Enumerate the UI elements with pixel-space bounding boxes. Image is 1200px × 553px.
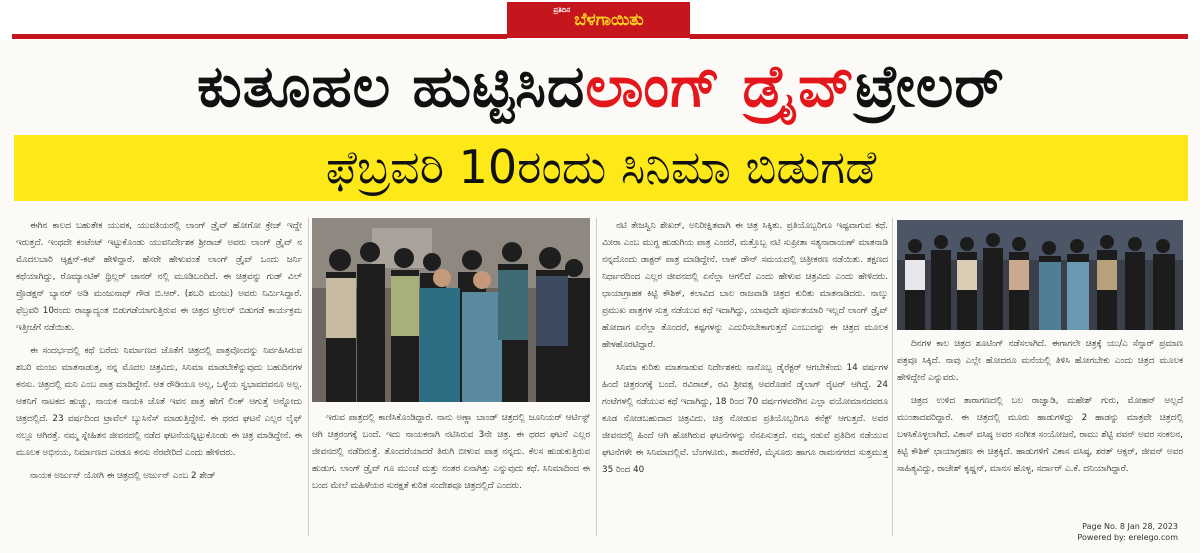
paragraph: ನಾಯಕ ಅರ್ಜುನ್ ಯೋಗಿ ಈ ಚಿತ್ರದಲ್ಲಿ ಅರ್ಜುನ್ ಎಂಬ 2 ಶೇಡ್ <box>30 471 216 481</box>
logo-small-text: ಪ್ರತಿದಿನ <box>553 6 571 14</box>
cast-photo-right[interactable] <box>897 220 1183 330</box>
article-column-4 <box>897 336 1183 532</box>
paragraph: ದಿನಗಳ ಕಾಲ ಚಿತ್ರದ ಶೂಟಿಂಗ್ ನಡೆಸಲಾಗಿದೆ. ಈಗಾಗಲೇ ಚಿತ್ರಕ್ಕೆ ಯು/ಎ ಸೆನ್ಸಾರ್ ಪ್ರಮಾಣ ಪತ್ರವೂ ಸಿಕ್ಕಿದೆ. ನಾವು ಎಲ್ಲೇ ಹೋದರೂ ಮನೆಯಲ್ಲಿ ತಿಳಿಸಿ ಹೋಗಬೇಕು ಎಂದು ಚಿತ್ರದ ಮೂಲಕ ಹೇಳಿದ್ದೇನೆ ಎನ್ನುವರು. <box>897 339 1183 383</box>
headline-part3: ಟ್ರೇಲರ್ <box>855 51 1005 120</box>
paragraph: ಚಿತ್ರದ ಉಳಿದ ತಾರಾಗಣದಲ್ಲಿ ಬಲ ರಾಜ್ವಾಡಿ, ಮಹೇಶ್ ಗುರು, ಮೋಹನ್ ಅಲ್ಲದೆ ಮುಂತಾದವರಿದ್ದಾರೆ. ಈ ಚಿತ್ರದಲ್ಲಿ ಮೂರು ಹಾಡುಗಳಿದ್ದು 2 ಹಾಡನ್ನು ಮಾತ್ರವೇ ಚಿತ್ರದಲ್ಲಿ ಬಳಸಿಕೊಳ್ಳಲಾಗಿದೆ. ವಿಕಾಸ್ ವಸಿಷ್ಠ ಅವರ ಸಂಗೀತ ಸಂಯೋಜನೆ, ರಾಮು ಶೆಟ್ಟಿ ಪವನ್ ಅವರ ಸಂಕಲನ, ಕಿಟ್ಟಿ ಕೌಶಿಕ್ ಛಾಯಾಗ್ರಹಣ ಈ ಚಿತ್ರಕ್ಕಿದೆ. ಹಾಡುಗಳಿಗೆ ವಿಕಾಸ ವಸಿಷ್ಠ, ಶರತ್ ಆಕ್ಸರ್, ಜೀವನ್ ಅವರ ಸಾಹಿತ್ಯವಿದ್ದು, ರಾಜೇಶ್ ಕೃಷ್ಣನ್, ಮಾನಸ ಹೊಳ್ಳ, ಸರ್ದಾರ್ ಎ.ಕೆ. ದನಿಯಾಗಿದ್ದಾರೆ. <box>897 396 1183 474</box>
paragraph: ನಟಿ ತೇಜಸ್ವಿನಿ ಶೇಖರ್, ಅನಿರೀಕ್ಷಿತವಾಗಿ ಈ ಚಿತ್ರ ಸಿಕ್ಕಿತು. ಪ್ರತಿಯೊಬ್ಬರಿಗೂ ಇಷ್ಟವಾಗುವ ಕಥೆ. ಮೀರಾ ಎಂಬ ಮುಗ್ಧ ಹುಡುಗಿಯ ಪಾತ್ರ ಎಂದರೆ, ಮತ್ತೊಬ್ಬ ನಟಿ ಸುಪ್ರೀತಾ ಸತ್ಯನಾರಾಯಣ್ ಮಾತನಾಡಿ ನನ್ನದೊಂದು ಡಾಕ್ಟರ್ ಪಾತ್ರ ಮಾಡಿದ್ದೇನೆ. ಲಾಕ್ ಡೌನ್ ಸಮಯದಲ್ಲಿ ಚಿತ್ರೀಕರಣ ನಡೆಯಿತು. ತಕ್ಷಣದ ನಿರ್ಧಾರದಿಂದ ಎಲ್ಲರ ಜೀವನದಲ್ಲಿ ಏನೆಲ್ಲಾ ಆಗಲಿದೆ ಎಂದು ಹೇಳುವ ಚಿತ್ರವಿದು ಎಂದು ಹೇಳಿದರು. ಛಾಯಾಗ್ರಾಹಕ ಕಿಟ್ಟಿ ಕೌಶಿಕ್, ಕಲಾವಿದ ಬಾಲ ರಾಜವಾಡಿ ಚಿತ್ರದ ಕುರಿತು ಮಾತನಾಡಿದರು. ನಾಲ್ಕು ಪ್ರಮುಖ ಪಾತ್ರಗಳ ಸುತ್ತ ನಡೆಯುವ ಕಥೆ ಇದಾಗಿದ್ದು, ಯಾವುದೇ ಪೂರ್ವತಯಾರಿ ಇಲ್ಲದೆ ಲಾಂಗ್ ಡ್ರೈವ್ ಹೋದಾಗ ಏನೆಲ್ಲಾ ತೊಂದರೆ, ಕಷ್ಟಗಳನ್ನು ಎದುರಿಸಬೇಕಾಗುತ್ತದೆ ಎಂಬುದನ್ನು ಈ ಚಿತ್ರದ ಮೂಲಕ ಹೇಳಹೊರಟಿದ್ದಾರೆ. <box>602 221 888 350</box>
column-divider <box>308 218 309 536</box>
masthead-rule-right <box>690 34 1188 39</box>
page-footer <box>1077 521 1178 543</box>
paragraph: ಈ ಸಂದರ್ಭದಲ್ಲಿ ಕಥೆ ಬರೆದು ನಿರ್ಮಾಣದ ಜೊತೆಗೆ ಚಿತ್ರದಲ್ಲಿ ಪಾತ್ರವೊಂದನ್ನು ನಿರ್ವಹಿಸಿರುವ ಶಬರಿ ಮಂಜು ಮಾತನಾಡುತ್ತ, ನನ್ನ ಮೊದಲ ಚಿತ್ರವಿದು, ಸಿನಿಮಾ ಮಾಡಬೇಕೆನ್ನುವುದು ಬಹುದಿನಗಳ ಕನಸು. ಚಿತ್ರದಲ್ಲಿ ಮನಿ ಎಂಬ ಪಾತ್ರ ಮಾಡಿದ್ದೇನೆ. ಆತ ರೌಡಿಯೂ ಅಲ್ಲ, ಒಳ್ಳೆಯ ಸ್ವಭಾವದವನೂ ಅಲ್ಲ. ಆತನಿಗೆ ನಾಟಕದ ಹುಚ್ಚು, ನಾಯಕ ನಾಯಕಿ ಜೊತೆ ಇವನ ಪಾತ್ರ ಹೇಗೆ ಲಿಂಕ್ ಆಗುತ್ತೆ ಅನ್ನೋದು ಚಿತ್ರದಲ್ಲಿದೆ. 23 ವರ್ಷದಿಂದ ಟ್ರಾವೆಲ್ ಬ್ಯುಸಿನೆಸ್ ಮಾಡುತ್ತಿದ್ದೇನೆ. ಈ ಥರದ ಘಟನೆ ಎಲ್ಲರ ಲೈಫ್ ನಲ್ಲೂ ಆಗಿರತ್ತೆ. ನಮ್ಮ ಸ್ನೇಹಿತನ ಜೀವನದಲ್ಲಿ ನಡೆದ ಘಟನೆಯನ್ನಿಟ್ಟುಕೊಂಡು ಈ ಚಿತ್ರ ಮಾಡಿದ್ದೇನೆ. ಈ ಮೂಲಕ ಅಭಿನಯ, ನಿರ್ಮಾಣದ ಎರಡೂ ಕನಸು ನೆರವೇರಿದೆ ಎಂದು ಹೇಳಿದರು. <box>16 346 302 458</box>
headline-highlight: ಲಾಂಗ್ ಡ್ರೈವ್ <box>585 51 856 120</box>
paragraph: ಇರುವ ಪಾತ್ರದಲ್ಲಿ ಕಾಣಿಸಿಕೊಂಡಿದ್ದಾರೆ. ನಾನು ಅಣ್ಣಾ ಬಾಂಡ್ ಚಿತ್ರದಲ್ಲಿ ಜೂನಿಯರ್ ಆರ್ಟಿಸ್ಟ್ ಆಗಿ ಚಿತ್ರರಂಗಕ್ಕೆ ಬಂದೆ. ಇದು ನಾಯಕನಾಗಿ ನಟಿಸಿರುವ 3ನೇ ಚಿತ್ರ. ಈ ಥರದ ಘಟನೆ ಎಲ್ಲರ ಜೀವನದಲ್ಲಿ ನಡೆದಿರುತ್ತೆ. ತೊಂದರೆಯಾದರೆ ತಿರುಗಿ ಬೀಳುವ ಪಾತ್ರ ನನ್ನದು. ಕೆಲಸ ಹುಡುಕುತ್ತಿರುವ ಹುಡುಗ. ಲಾಂಗ್ ಡ್ರೈವ್ ಗೂ ಮುಂಚೆ ಮತ್ತು ನಂತರ ಏನಾಗಿತ್ತು ಎನ್ನುವುದು ಕಥೆ. ಸಿನಿಮಾದಿಂದ ಈ ಬಂದ ಮೇಲೆ ಮಹಿಳೆಯರ ಸುರಕ್ಷತೆ ಕುರಿತ ಸಂದೇಶವೂ ಚಿತ್ರದಲ್ಲಿದೆ ಎಂದರು. <box>312 413 590 491</box>
page-number: Page No. 8 Jan 28, 2023 <box>1082 522 1178 531</box>
headline <box>14 44 1188 128</box>
masthead-rule-left <box>12 34 507 39</box>
logo-text: ಬೆಳಗಾಯಿತು <box>574 10 644 30</box>
subheadline: ಫೆಬ್ರವರಿ 10ರಂದು ಸಿನಿಮಾ ಬಿಡುಗಡೆ <box>14 135 1188 201</box>
masthead <box>0 0 1200 40</box>
paragraph: ಸಿನಿಮಾ ಕುರಿತು ಮಾತನಾಡುವ ನಿರ್ದೇಶಕರು ನಾನೊಬ್ಬ ಡೈರೆಕ್ಟರ್ ಆಗಬೇಕೆಂದು 14 ವರ್ಷಗಳ ಹಿಂದೆ ಚಿತ್ರರಂಗಕ್ಕೆ ಬಂದೆ. ರವಿರಾಜ್, ರವಿ ಶ್ರೀವತ್ಸ ಅವರೊಡನೆ ಡೈಲಾಗ್ ರೈಟರ್ ಆಗಿದ್ದೆ. 24 ಗಂಟೆಗಳಲ್ಲಿ ನಡೆಯುವ ಕಥೆ ಇದಾಗಿದ್ದು, 18 ರಿಂದ 70 ವರ್ಷಗಳವರೆಗಿನ ಎಲ್ಲಾ ವಯೋಮಾನದವರೂ ಕೂಡ ನೋಡಬಹುದಾದ ಚಿತ್ರವಿದು. ಚಿತ್ರ ನೋಡುವ ಪ್ರತಿಯೊಬ್ಬರಿಗೂ ಕನೆಕ್ಟ್ ಆಗುತ್ತದೆ. ಅವರ ಜೀವನದಲ್ಲಿ ಹಿಂದೆ ಆಗಿ ಹೋಗಿರುವ ಘಟನೆಗಳನ್ನು ನೆನಪಿಸುತ್ತದೆ. ನಮ್ಮ ನಡುವೆ ಪ್ರತಿದಿನ ನಡೆಯುವ ಘಟನೆಗಳೇ ಈ ಸಿನಿಮಾದಲ್ಲಿವೆ. ಬೆಂಗಳೂರು, ತಾವರೆಕೆರೆ, ಮೈಸೂರು ಹಾಗೂ ರಾಮನಗರದ ಸುತ್ತಮುತ್ತ 35 ರಿಂದ 40 <box>602 363 888 475</box>
article-column-3 <box>602 218 888 536</box>
column-divider <box>892 218 893 536</box>
powered-by-link[interactable]: Powered by: erelego.com <box>1077 533 1178 542</box>
cast-photo-left[interactable] <box>312 218 590 402</box>
article-column-2 <box>312 410 590 534</box>
newspaper-logo[interactable] <box>507 2 690 38</box>
paragraph: ಈಗಿನ ಕಾಲದ ಬಹುತೇಕ ಯುವಕ, ಯುವತಿಯರಲ್ಲಿ ಲಾಂಗ್ ಡ್ರೈವ್ ಹೋಗೋ ಕ್ರೇಜ್ ಇದ್ದೇ ಇರುತ್ತದೆ. ಇಂಥದೇ ಕಂಟೆಂಟ್ ಇಟ್ಟುಕೊಂಡು ಯುವನಿರ್ದೇಶಕ ಶ್ರೀರಾಜ್ ಅವರು ಲಾಂಗ್ ಡ್ರೈವ್ ನ ಮೊದಲಬಾರಿ ಆ್ಯಕ್ಷನ್-ಕಟ್ ಹೇಳಿದ್ದಾರೆ. ಹೆಸರೇ ಹೇಳುವಂತೆ ಲಾಂಗ್ ಡ್ರೈವ್ ಒಂದು ಜರ್ನಿ ಕಥೆಯಾಗಿದ್ದು, ರೊಮ್ಯಾಂಟಿಕ್ ಥ್ರಿಲ್ಲರ್ ಜಾನರ್ ನಲ್ಲಿ ಮೂಡಿಬಂದಿದೆ. ಈ ಚಿತ್ರವನ್ನು ಗುಡ್ ವಿಲ್ ಪ್ರೊಡಕ್ಷನ್ ಬ್ಯಾನರ್ ಅಡಿ ಮಂಜುನಾಥ್ ಗೌಡ ಬಿ.ಆರ್. (ಶಬರಿ ಮಂಜು) ಅವರು ನಿರ್ಮಿಸಿದ್ದಾರೆ. ಫೆಬ್ರವರಿ 10ರಂದು ರಾಜ್ಯಾದ್ಯಂತ ಬಿಡುಗಡೆಯಾಗುತ್ತಿರುವ ಈ ಚಿತ್ರದ ಟ್ರೇಲರ್ ಬಿಡುಗಡೆ ಕಾರ್ಯಕ್ರಮ ಇತ್ತೀಚೆಗೆ ನಡೆಯಿತು. <box>16 221 302 333</box>
column-divider <box>596 218 597 536</box>
article-column-1 <box>16 218 302 530</box>
headline-part1: ಕುತೂಹಲ ಹುಟ್ಟಿಸಿದ <box>197 51 586 120</box>
